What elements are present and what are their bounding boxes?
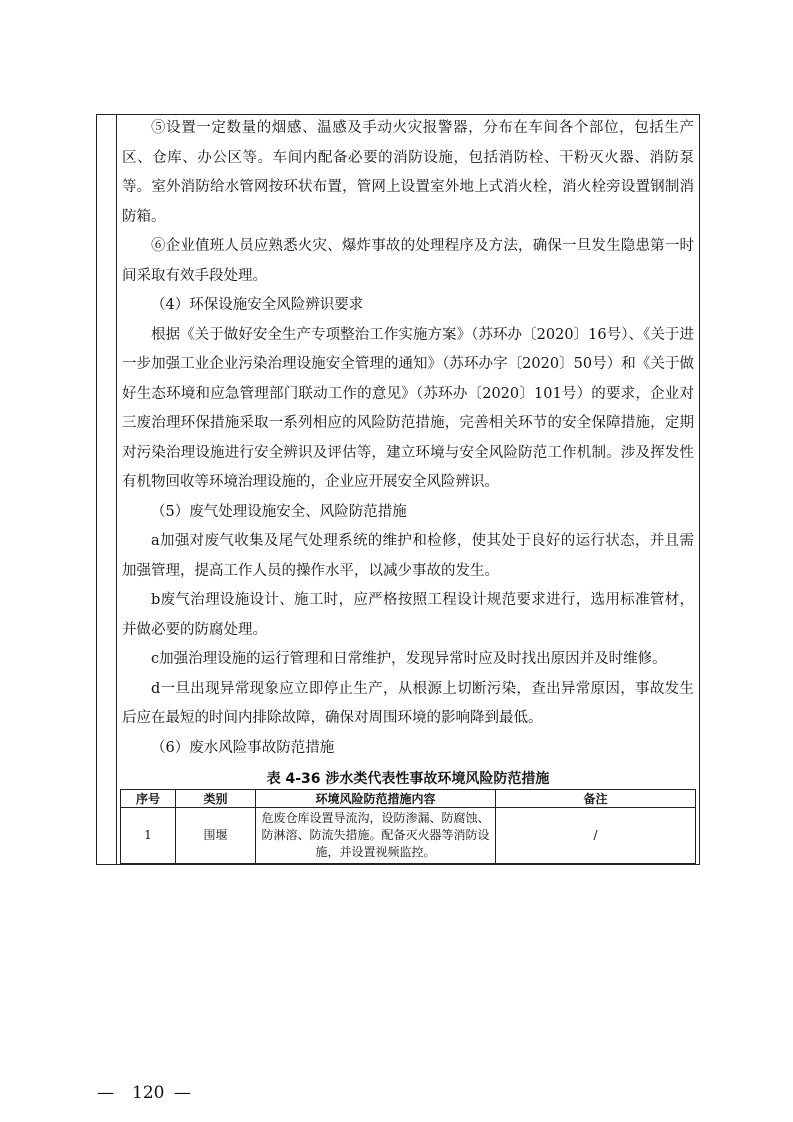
table-header-row (121, 790, 696, 808)
cell-serial: 1 (121, 808, 176, 864)
paragraph-item-a: a加强对废气收集及尾气处理系统的维护和检修，使其处于良好的运行状态，并且需加强管理，提高工作人员的操作水平，以减少事故的发生。 (122, 533, 694, 579)
section-heading-6: （6）废水风险事故防范措施 (151, 739, 335, 756)
paragraph-item-c: c加强治理设施的运行管理和日常维护，发现异常时应及时找出原因并及时维修。 (151, 651, 667, 667)
paragraph-duty-staff: ⑥企业值班人员应熟悉火灾、爆炸事故的处理程序及方法，确保一旦发生隐患第一时间采取有效手段处理。 (122, 238, 694, 284)
table-row (121, 808, 696, 864)
page-number: 120 (132, 1083, 165, 1103)
paragraph-item-b: b废气治理设施设计、施工时，应严格按照工程设计规范要求进行，选用标准管材，并做必要的防腐处理。 (122, 592, 694, 638)
paragraph-item-d: d一旦出现异常现象应立即停止生产，从根源上切断污染，查出异常原因，事故发生后应在最短的时间内排除故障，确保对周围环境的影响降到最低。 (122, 680, 694, 726)
cell-category: 围堰 (176, 808, 256, 864)
cell-remarks: / (496, 808, 696, 864)
paragraph-regulations: 根据《关于做好安全生产专项整治工作实施方案》（苏环办〔2020〕16号）、《关于进一步加强工业企业污染治理设施安全管理的通知》（苏环办字〔2020〕50号）和《关于做好生态环境和应急管理部门联动工作的意见》（苏环办〔2020〕101号）的要求，企业对三废治理环保措施采取一系列相应的风险防范措施，完善相关环节的安全保障措施，定期对污染治理设施进行安全辨识及评估等，建立环境与安全风险防范工作机制。涉及挥发性有机物回收等环境治理设施的，企业应开展安全风险辨识。 (122, 326, 694, 490)
section-heading-5: （5）废气处理设施安全、风险防范措施 (151, 503, 407, 520)
frame-left-column-divider (116, 115, 117, 864)
footer-dash-right: — (174, 1083, 191, 1103)
paragraph-fire-alarm: ⑤设置一定数量的烟感、温感及手动火灾报警器，分布在车间各个部位，包括生产区、仓库、办公区等。车间内配备必要的消防设施，包括消防栓、干粉灭火器、消防泵等。室外消防给水管网按环状布置，管网上设置室外地上式消火栓，消火栓旁设置钢制消防箱。 (122, 120, 694, 225)
risk-measures-table (120, 789, 696, 864)
header-serial: 序号 (121, 790, 176, 808)
document-body (122, 114, 694, 763)
footer-dash-left: — (97, 1083, 114, 1103)
table-title: 表 4-36 涉水类代表性事故环境风险防范措施 (266, 771, 550, 787)
header-remarks: 备注 (496, 790, 696, 808)
header-measures: 环境风险防范措施内容 (256, 790, 496, 808)
section-heading-4: （4）环保设施安全风险辨识要求 (151, 297, 364, 313)
cell-measures: 危废仓库设置导流沟，设防渗漏、防腐蚀、防淋溶、防流失措施。配备灭火器等消防设施，并设置视频监控。 (256, 808, 496, 864)
header-category: 类别 (176, 790, 256, 808)
